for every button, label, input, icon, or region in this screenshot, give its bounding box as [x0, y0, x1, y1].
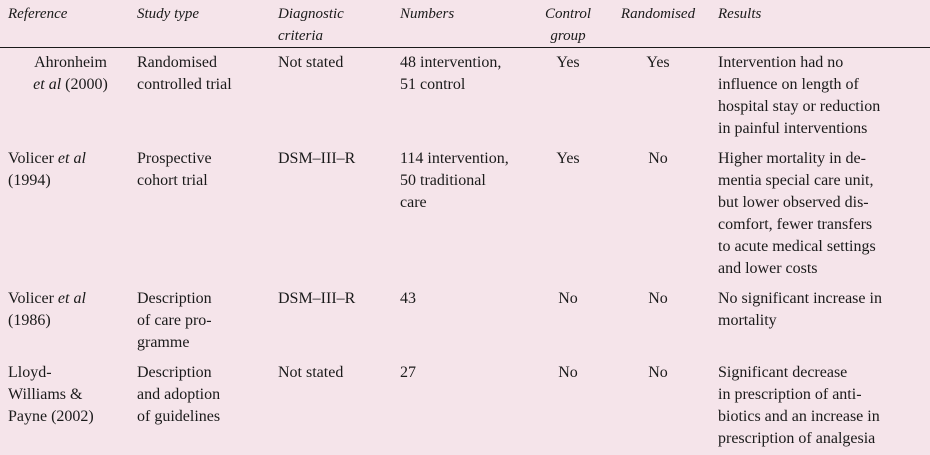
ref-et-al: et al	[57, 290, 86, 307]
table-row-3-results: No significant increase in mortality	[718, 290, 882, 329]
header-rule	[0, 47, 930, 48]
table-row-2-control: Yes	[556, 150, 580, 167]
table-row-4-reference	[8, 362, 133, 428]
table-row-3-control: No	[558, 290, 578, 307]
table-row-2-study-type: Prospective cohort trial	[137, 150, 212, 189]
table-row-1-results: Intervention had no influence on length of hospital stay or reduction in painful interventions	[718, 54, 881, 137]
header-control-group: Control group	[544, 6, 592, 44]
table-row-2-randomised: No	[648, 150, 668, 167]
table-row-1-study-type: Randomised controlled trial	[137, 54, 232, 93]
ref-author: Lloyd- Williams & Payne (2002)	[8, 364, 94, 425]
table-row-2-numbers: 114 intervention, 50 traditional care	[400, 150, 509, 211]
table-row-2-results: Higher mortality in de- mentia special care unit, but lower observed dis- comfort, fewer transfers to acute medical settings and lower costs	[718, 150, 876, 277]
table-row-1-reference	[8, 52, 133, 96]
header-reference: Reference	[8, 6, 68, 22]
table-row-3-study-type: Description of care pro- gramme	[137, 290, 212, 351]
ref-et-al: et al	[57, 150, 86, 167]
ref-author: Volicer	[8, 150, 58, 167]
table-row-2-reference	[8, 148, 133, 192]
table-row-2-diagnostic: DSM–III–R	[278, 150, 356, 167]
ref-year: (2000)	[61, 76, 108, 93]
table-row-3-diagnostic: DSM–III–R	[278, 290, 356, 307]
table-row-4-control: No	[558, 364, 578, 381]
header-diagnostic-criteria: Diagnostic criteria	[278, 6, 344, 44]
header-results: Results	[718, 6, 762, 22]
header-study-type: Study type	[137, 6, 200, 22]
header-randomised: Randomised	[620, 6, 696, 22]
table-row-1-randomised: Yes	[646, 54, 670, 71]
table-row-3-randomised: No	[648, 290, 668, 307]
header-numbers: Numbers	[400, 6, 455, 22]
ref-et-al: et al	[33, 76, 62, 93]
table-row-1-control: Yes	[556, 54, 580, 71]
table-row-1-diagnostic: Not stated	[278, 54, 344, 71]
ref-year: (1986)	[8, 312, 51, 329]
table-row-4-diagnostic: Not stated	[278, 364, 344, 381]
table-row-4-results: Significant decrease in prescription of anti- biotics and an increase in prescription of analgesia	[718, 364, 880, 447]
ref-author: Ahronheim	[34, 54, 107, 71]
table-row-1-numbers: 48 intervention, 51 control	[400, 54, 502, 93]
table-row-4-randomised: No	[648, 364, 668, 381]
table-row-3-numbers: 43	[400, 290, 416, 307]
table-row-3-reference	[8, 288, 133, 332]
ref-year: (1994)	[8, 172, 51, 189]
table-row-4-study-type: Description and adoption of guidelines	[137, 364, 221, 425]
ref-author: Volicer	[8, 290, 58, 307]
table-row-4-numbers: 27	[400, 364, 416, 381]
